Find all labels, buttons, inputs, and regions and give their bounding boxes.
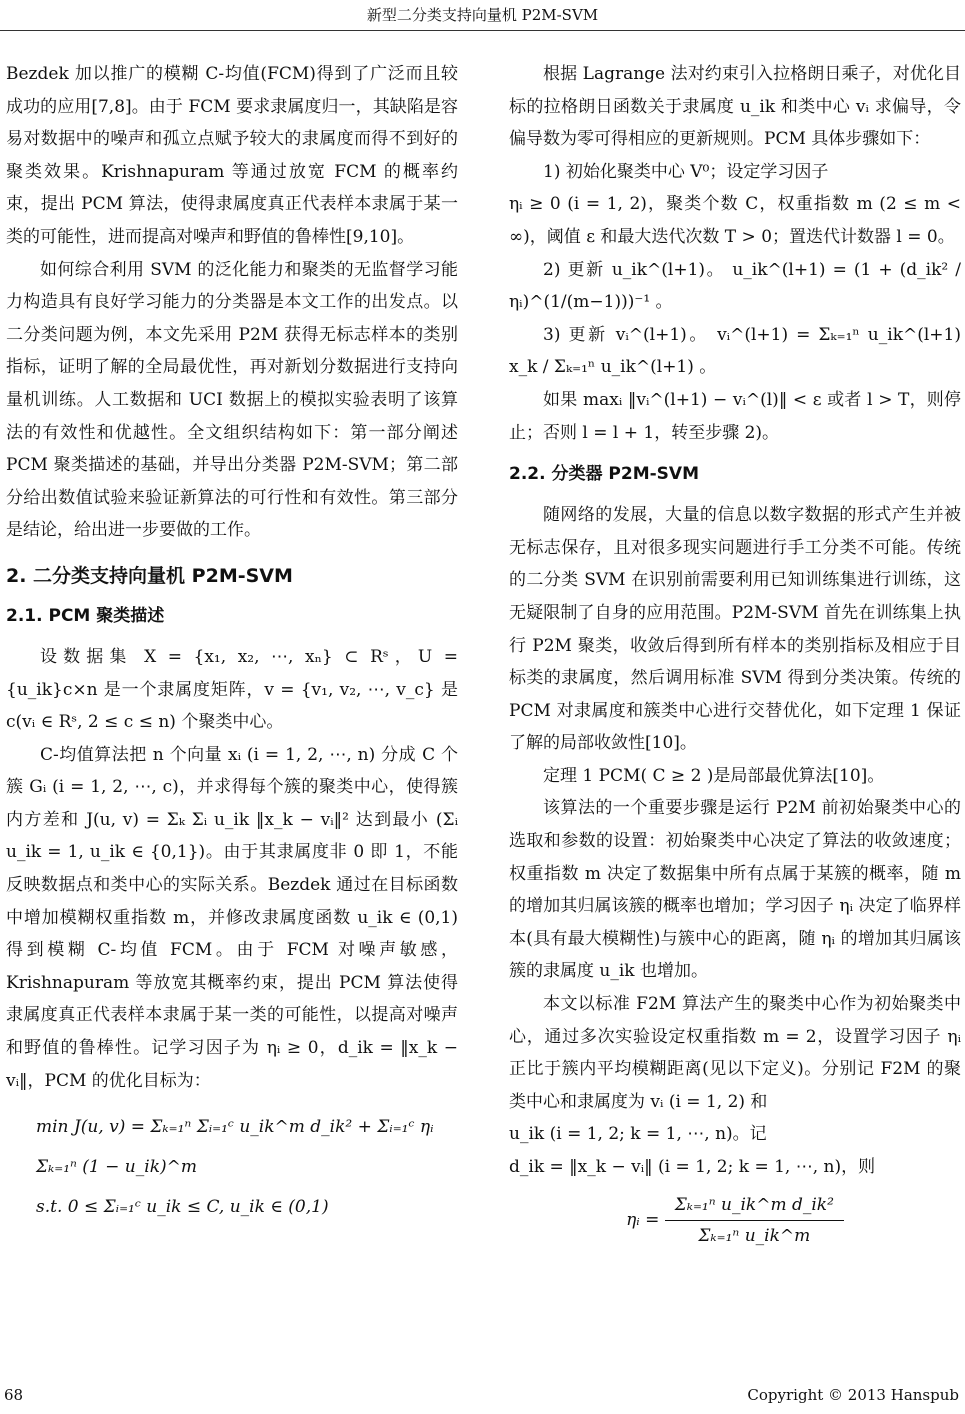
step-2-update-u: 2) 更新 u_ik^(l+1)。 u_ik^(l+1) = (1 + (d_ik² / ηᵢ)^(1/(m−1)))⁻¹ 。 [509, 259, 961, 313]
eta-numerator: Σₖ₌₁ⁿ u_ik^m d_ik² [665, 1190, 844, 1221]
pcm-objective [6, 1107, 458, 1227]
eta-fraction [665, 1190, 844, 1251]
copyright-notice: Copyright © 2013 Hanspub [747, 1386, 959, 1404]
subsection-heading-2-2: 2.2. 分类器 P2M-SVM [509, 464, 699, 485]
section-heading-2: 2. 二分类支持向量机 P2M-SVM [6, 564, 293, 587]
eta-denominator: Σₖ₌₁ⁿ u_ik^m [698, 1225, 811, 1246]
eta-lhs: ηᵢ = [626, 1209, 660, 1230]
header-rule [0, 30, 965, 31]
step-1-init: 1) 初始化聚类中心 V⁰；设定学习因子 [543, 161, 829, 182]
paragraph-cmeans: C-均值算法把 n 个向量 xᵢ (i = 1, 2, ⋯, n) 分成 C 个簇 Gᵢ (i = 1, 2, ⋯, c)，并求得每个簇的聚类中心，使得簇内方差和 J(u, v) = Σₖ Σᵢ u_ik ‖x_k − vᵢ‖² 达到最小 (Σᵢ u_ik = 1, u_ik ∈ {0,1})。由于其隶属度非 0 即 1，不能反映数据点和类中心的实际关系。Bezdek 通过在目标函数中增加模糊权重指数 m，并修改隶属度函数 u_ik ∈ (0,1) 得到模糊 C-均值 FCM。由于 FCM 对噪声敏感，Krishnapuram 等放宽其概率约束，提出 PCM 算法使得隶属度真正代表样本隶属于某一类的可能性，以提高对噪声和野值的鲁棒性。记学习因子为 ηᵢ ≥ 0，d_ik = ‖x_k − vᵢ‖，PCM 的优化目标为： [6, 744, 458, 1091]
objective-min: min J(u, v) = Σₖ₌₁ⁿ Σᵢ₌₁ᶜ u_ik^m d_ik² + Σᵢ₌₁ᶜ ηᵢ Σₖ₌₁ⁿ (1 − u_ik)^m [36, 1117, 434, 1178]
page-number: 68 [4, 1386, 24, 1404]
paragraph-parameters: 该算法的一个重要步骤是运行 P2M 前初始聚类中心的选取和参数的设置：初始聚类中心决定了算法的收敛速度；权重指数 m 决定了数据集中所有点属于某簇的概率，随 m 的增加其归属该簇的概率也增加；学习因子 ηᵢ 决定了临界样本(具有最大模糊性)与簇中心的距离，随 ηᵢ 的增加其归属该簇的隶属度 u_ik 也增加。 [509, 798, 961, 982]
step-stop-condition: 如果 maxᵢ ‖vᵢ^(l+1) − vᵢ^(l)‖ < ε 或者 l > T，则停止；否则 l = l + 1，转至步骤 2)。 [509, 389, 961, 443]
running-header: 新型二分类支持向量机 P2M-SVM [366, 6, 599, 24]
distance-notation: d_ik = ‖x_k − vᵢ‖ (i = 1, 2; k = 1, ⋯, n)，则 [509, 1157, 876, 1177]
paragraph-p2m-svm: 随网络的发展，大量的信息以数字数据的形式产生并被无标志保存，且对很多现实问题进行手工分类不可能。传统的二分类 SVM 在识别前需要利用已知训练集进行训练，这无疑限制了自身的应用范围。P2M-SVM 首先在训练集上执行 P2M 聚类，收敛后得到所有样本的类别指标及相应于目标类的隶属度，然后调用标准 SVM 得到分类决策。传统的 PCM 对隶属度和簇类中心进行交替优化，如下定理 1 保证了解的局部收敛性[10]。 [509, 505, 961, 754]
paragraph-dataset-definition: 设数据集 X = {x₁, x₂, ⋯, xₙ} ⊂ Rˢ，U = {u_ik}c×n 是一个隶属度矩阵，v = {v₁, v₂, ⋯, v_c} 是 c(vᵢ ∈ Rˢ, 2 ≤ c ≤ n) 个聚类中心。 [6, 646, 458, 733]
paragraph-fcm-background: Bezdek 加以推广的模糊 C-均值(FCM)得到了广泛而且较成功的应用[7,8]。由于 FCM 要求隶属度归一，其缺陷是容易对数据中的噪声和孤立点赋予较大的隶属度而得不到好的聚类效果。Krishnapuram 等通过放宽 FCM 的概率约束，提出 PCM 算法，使得隶属度真正代表样本隶属于某一类的可能性，进而提高对噪声和野值的鲁棒性[9,10]。 [6, 64, 458, 247]
theorem-1: 定理 1 PCM( C ≥ 2 )是局部最优算法[10]。 [543, 765, 885, 786]
right-column [509, 58, 961, 1257]
eta-formula [509, 1190, 961, 1251]
step-3-update-v: 3) 更新 vᵢ^(l+1)。 vᵢ^(l+1) = Σₖ₌₁ⁿ u_ik^(l+1) x_k / Σₖ₌₁ⁿ u_ik^(l+1) 。 [509, 324, 961, 378]
left-column [6, 58, 458, 1237]
subsection-heading-2-1: 2.1. PCM 聚类描述 [6, 605, 165, 626]
step-1-params: ηᵢ ≥ 0 (i = 1, 2)，聚类个数 C，权重指数 m (2 ≤ m < ∞)，阈值 ε 和最大迭代次数 T > 0；置迭代计数器 l = 0。 [509, 194, 961, 247]
membership-notation: u_ik (i = 1, 2; k = 1, ⋯, n)。记 [509, 1124, 767, 1145]
paragraph-motivation: 如何综合利用 SVM 的泛化能力和聚类的无监督学习能力构造具有良好学习能力的分类器是本文工作的出发点。以二分类问题为例，本文先采用 P2M 获得无标志样本的类别指标，证明了解的全局最优性，再对新划分数据进行支持向量机训练。人工数据和 UCI 数据上的模拟实验表明了该算法的有效性和优越性。全文组织结构如下：第一部分阐述 PCM 聚类描述的基础，并导出分类器 P2M-SVM；第二部分给出数值试验来验证新算法的可行性和有效性。第三部分是结论，给出进一步要做的工作。 [6, 259, 458, 541]
paragraph-lagrange: 根据 Lagrange 法对约束引入拉格朗日乘子，对优化目标的拉格朗日函数关于隶属度 u_ik 和类中心 vᵢ 求偏导，令偏导数为零可得相应的更新规则。PCM 具体步骤如下： [509, 64, 961, 150]
paragraph-f2m-init: 本文以标准 F2M 算法产生的聚类中心作为初始聚类中心，通过多次实验设定权重指数 m = 2，设置学习因子 ηᵢ 正比于簇内平均模糊距离(见以下定义)。分别记 F2M 的聚类中心和隶属度为 vᵢ (i = 1, 2) 和 [509, 994, 961, 1112]
objective-constraint: s.t. 0 ≤ Σᵢ₌₁ᶜ u_ik ≤ C, u_ik ∈ (0,1) [36, 1197, 329, 1218]
